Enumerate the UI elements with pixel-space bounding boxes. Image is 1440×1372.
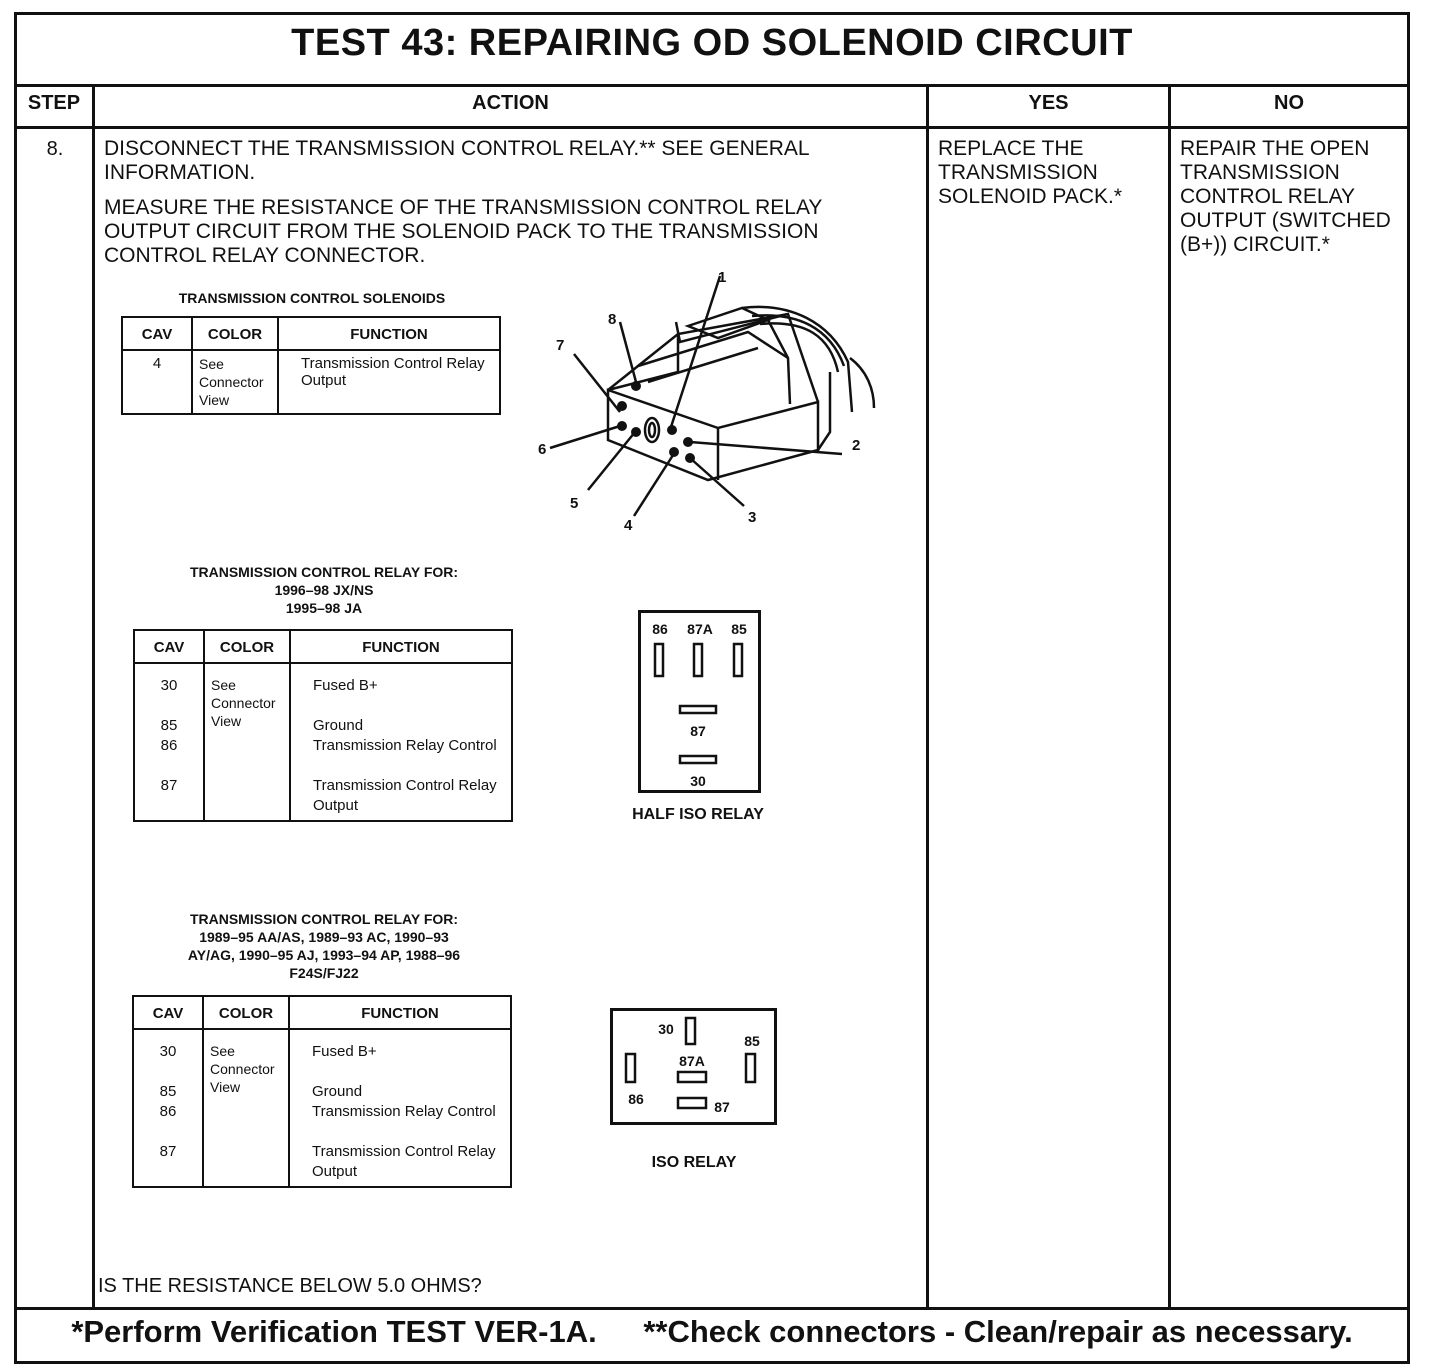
table2-col-function: FUNCTION [290, 630, 512, 663]
header-yes: YES [1028, 92, 1069, 114]
table3-relay-iso [132, 995, 512, 1188]
cav-cell: 86 [160, 737, 178, 754]
action-column-divider [926, 86, 929, 1308]
cav-cell: 86 [159, 1103, 177, 1120]
step-column-divider [92, 86, 95, 1308]
table2-col-color: COLOR [204, 630, 290, 663]
color-cell: See Connector View [211, 677, 276, 729]
table3-col-function: FUNCTION [289, 996, 511, 1029]
function-cell: Transmission Control Relay Output [278, 350, 500, 414]
yes-column-divider [1168, 86, 1171, 1308]
pin-label-6: 6 [538, 441, 547, 458]
footer-note-connectors: **Check connectors - Clean/repair as necessary. [643, 1314, 1353, 1349]
iso-terminal-30: 30 [658, 1021, 674, 1037]
function-cell: Transmission Control Relay Output [312, 1143, 496, 1180]
iso-relay-caption: ISO RELAY [651, 1154, 737, 1171]
half-iso-terminal-86: 86 [652, 621, 668, 637]
iso-terminal-86: 86 [628, 1091, 644, 1107]
function-cell: Transmission Relay Control [312, 1103, 496, 1120]
table1-col-cav: CAV [122, 317, 192, 350]
table1-title: TRANSMISSION CONTROL SOLENOIDS [178, 290, 446, 306]
color-cell: See Connector View [192, 350, 278, 414]
cav-cell: 85 [159, 1083, 177, 1100]
table1-transmission-control-solenoids [121, 316, 501, 415]
color-cell: See Connector View [210, 1043, 275, 1095]
table3-title: TRANSMISSION CONTROL RELAY FOR: 1989–95 AA/AS, 1989–93 AC, 1990–93 AY/AG, 1990–95 AJ, 1993–94 AP, 1988–96 F24S/FJ22 [187, 911, 461, 981]
footer-divider [14, 1307, 1410, 1310]
header-no: NO [1274, 92, 1304, 114]
footer-notes [14, 1314, 1410, 1350]
header-step: STEP [27, 92, 81, 114]
iso-relay-diagram [610, 1008, 778, 1126]
footer-note-verification: *Perform Verification TEST VER-1A. [71, 1314, 597, 1349]
cav-cell: 30 [159, 1043, 177, 1060]
pin-label-1: 1 [718, 269, 727, 286]
table3-col-cav: CAV [133, 996, 203, 1029]
half-iso-terminal-87: 87 [690, 723, 706, 739]
table-row [134, 663, 512, 821]
pin-label-3: 3 [748, 509, 757, 526]
no-result: REPAIR THE OPEN TRANSMISSION CONTROL RELAY OUTPUT (SWITCHED (B+)) CIRCUIT.* [1180, 137, 1391, 256]
table3-col-color: COLOR [203, 996, 289, 1029]
pin-label-5: 5 [570, 495, 579, 512]
cav-cell: 87 [160, 777, 178, 794]
action-instruction-disconnect: DISCONNECT THE TRANSMISSION CONTROL RELAY.** SEE GENERAL INFORMATION. [104, 137, 809, 184]
iso-terminal-85: 85 [744, 1033, 760, 1049]
function-cell: Transmission Control Relay Output [313, 777, 497, 814]
table-row [133, 1029, 511, 1187]
header-divider [14, 126, 1410, 129]
table2-col-cav: CAV [134, 630, 204, 663]
iso-terminal-87a: 87A [679, 1053, 705, 1069]
half-iso-terminal-30: 30 [690, 773, 706, 789]
half-iso-terminal-87a: 87A [687, 621, 713, 637]
action-instruction-measure: MEASURE THE RESISTANCE OF THE TRANSMISSION CONTROL RELAY OUTPUT CIRCUIT FROM THE SOLENOID PACK TO THE TRANSMISSION CONTROL RELAY CONNECTOR. [104, 196, 823, 267]
function-cell: Fused B+ [313, 677, 378, 694]
table2-relay-half-iso [133, 629, 513, 822]
step-number: 8. [46, 138, 64, 160]
yes-result: REPLACE THE TRANSMISSION SOLENOID PACK.* [938, 137, 1122, 208]
table2-title: TRANSMISSION CONTROL RELAY FOR: 1996–98 JX/NS 1995–98 JA [189, 564, 459, 616]
table1-col-color: COLOR [192, 317, 278, 350]
cav-cell: 85 [160, 717, 178, 734]
function-cell: Ground [313, 717, 364, 734]
half-iso-terminal-85: 85 [731, 621, 747, 637]
function-cell: Transmission Relay Control [313, 737, 497, 754]
table1-col-function: FUNCTION [278, 317, 500, 350]
solenoid-connector-diagram [530, 262, 890, 542]
function-cell: Fused B+ [312, 1043, 377, 1060]
pin-label-4: 4 [624, 517, 633, 534]
half-iso-relay-caption: HALF ISO RELAY [632, 806, 764, 823]
page-title: TEST 43: REPAIRING OD SOLENOID CIRCUIT [291, 22, 1133, 64]
cav-cell: 87 [159, 1143, 177, 1160]
function-cell: Ground [312, 1083, 363, 1100]
pin-label-7: 7 [556, 337, 565, 354]
header-action: ACTION [472, 92, 549, 114]
iso-terminal-87: 87 [714, 1099, 730, 1115]
pin-label-2: 2 [852, 437, 861, 454]
resistance-question: IS THE RESISTANCE BELOW 5.0 OHMS? [98, 1275, 482, 1297]
half-iso-relay-diagram [638, 610, 762, 794]
pin-label-8: 8 [608, 311, 617, 328]
cav-cell: 4 [152, 355, 162, 372]
title-divider [14, 84, 1410, 87]
table-row [122, 350, 500, 414]
cav-cell: 30 [160, 677, 178, 694]
